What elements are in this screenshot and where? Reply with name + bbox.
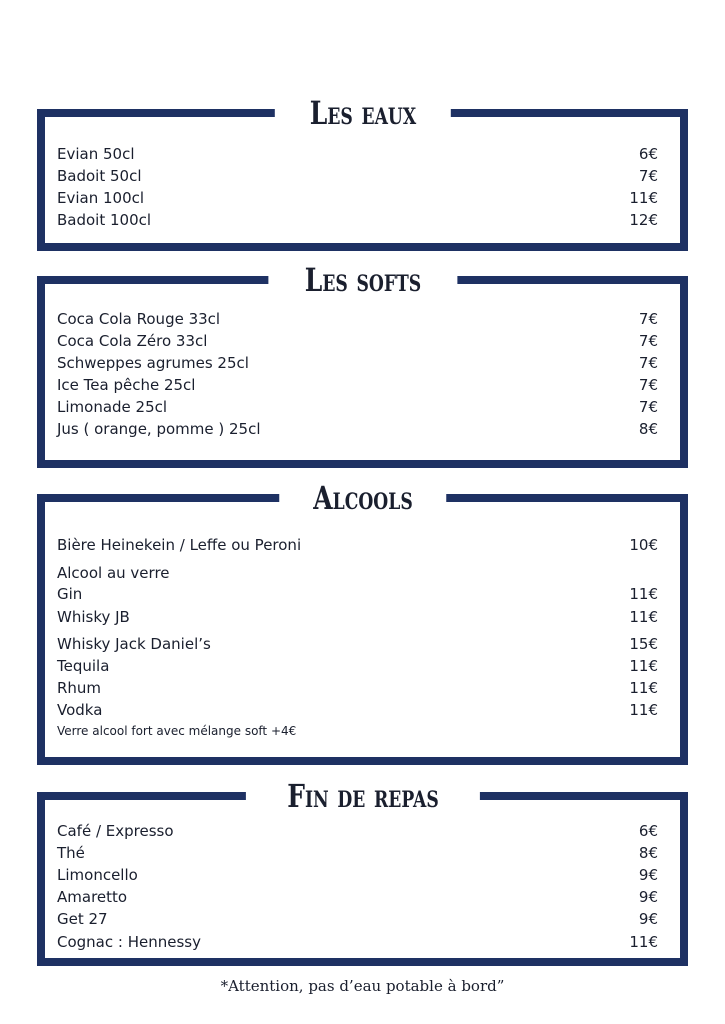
menu-item bbox=[57, 330, 658, 352]
item-price: 7€ bbox=[638, 354, 658, 372]
menu-item bbox=[57, 864, 658, 886]
menu-item bbox=[57, 633, 658, 655]
section-title: Les softs bbox=[268, 254, 457, 306]
item-price: 15€ bbox=[629, 635, 658, 653]
item-name: Cognac : Hennessy bbox=[57, 933, 201, 951]
menu-list bbox=[57, 502, 658, 757]
item-price: 7€ bbox=[638, 167, 658, 185]
item-name: Ice Tea pêche 25cl bbox=[57, 376, 196, 394]
item-name: Whisky JB bbox=[57, 608, 130, 626]
menu-item bbox=[57, 820, 658, 842]
menu-list bbox=[57, 284, 658, 460]
item-name: Thé bbox=[57, 844, 85, 862]
item-price: 12€ bbox=[629, 211, 658, 229]
item-name: Jus ( orange, pomme ) 25cl bbox=[57, 420, 261, 438]
section-les-eaux bbox=[37, 94, 688, 251]
section-title: Les eaux bbox=[274, 87, 450, 139]
menu-list bbox=[57, 800, 658, 958]
item-name: Schweppes agrumes 25cl bbox=[57, 354, 249, 372]
item-name: Badoit 50cl bbox=[57, 167, 142, 185]
menu-item bbox=[57, 842, 658, 864]
menu-item bbox=[57, 352, 658, 374]
section-title: Fin de repas bbox=[245, 770, 479, 822]
menu-item bbox=[57, 908, 658, 930]
item-name: Tequila bbox=[57, 657, 110, 675]
item-name: Vodka bbox=[57, 701, 103, 719]
item-name: Get 27 bbox=[57, 910, 108, 928]
menu-item bbox=[57, 655, 658, 677]
item-price: 8€ bbox=[638, 844, 658, 862]
item-name: Badoit 100cl bbox=[57, 211, 152, 229]
item-name: Limonade 25cl bbox=[57, 398, 168, 416]
item-name: Evian 50cl bbox=[57, 145, 135, 163]
item-name: Coca Cola Zéro 33cl bbox=[57, 332, 208, 350]
section-title: Alcools bbox=[279, 472, 447, 524]
item-price: 11€ bbox=[629, 701, 658, 719]
item-price: 7€ bbox=[638, 310, 658, 328]
menu-item bbox=[57, 699, 658, 721]
menu-item bbox=[57, 418, 658, 440]
item-price: 11€ bbox=[629, 933, 658, 951]
item-price: 9€ bbox=[638, 888, 658, 906]
item-price: 9€ bbox=[638, 910, 658, 928]
menu-item bbox=[57, 606, 658, 628]
section-fin-de-repas bbox=[37, 777, 688, 966]
item-price: 11€ bbox=[629, 189, 658, 207]
item-name: Rhum bbox=[57, 679, 102, 697]
item-name: Whisky Jack Daniel’s bbox=[57, 635, 211, 653]
item-price: 10€ bbox=[629, 536, 658, 554]
menu-item bbox=[57, 143, 658, 165]
item-price: 11€ bbox=[629, 657, 658, 675]
item-price: 11€ bbox=[629, 608, 658, 626]
item-price: 6€ bbox=[638, 145, 658, 163]
item-price: 9€ bbox=[638, 866, 658, 884]
item-name: Bière Heinekein / Leffe ou Peroni bbox=[57, 536, 302, 554]
item-price: 6€ bbox=[638, 822, 658, 840]
item-price: 8€ bbox=[638, 420, 658, 438]
menu-item bbox=[57, 886, 658, 908]
item-name: Coca Cola Rouge 33cl bbox=[57, 310, 221, 328]
item-name: Amaretto bbox=[57, 888, 128, 906]
item-name: Café / Expresso bbox=[57, 822, 174, 840]
item-price: 7€ bbox=[638, 398, 658, 416]
menu-item bbox=[57, 187, 658, 209]
item-price: 7€ bbox=[638, 376, 658, 394]
item-name: Evian 100cl bbox=[57, 189, 145, 207]
section-les-softs bbox=[37, 261, 688, 468]
item-name: Gin bbox=[57, 585, 83, 603]
item-price: 11€ bbox=[629, 679, 658, 697]
menu-item bbox=[57, 583, 658, 605]
menu-list bbox=[57, 117, 658, 243]
menu-item bbox=[57, 562, 658, 584]
menu-item bbox=[57, 374, 658, 396]
menu-item bbox=[57, 396, 658, 418]
item-price: 7€ bbox=[638, 332, 658, 350]
item-price: 11€ bbox=[629, 585, 658, 603]
menu-item bbox=[57, 931, 658, 953]
footer-note: *Attention, pas d’eau potable à bord” bbox=[220, 977, 505, 995]
section-alcools bbox=[37, 479, 688, 765]
menu-item bbox=[57, 209, 658, 231]
alcool-note: Verre alcool fort avec mélange soft +4€ bbox=[57, 724, 297, 738]
menu-item bbox=[57, 534, 658, 556]
item-name: Limoncello bbox=[57, 866, 138, 884]
menu-item bbox=[57, 308, 658, 330]
menu-item bbox=[57, 165, 658, 187]
menu-item bbox=[57, 677, 658, 699]
item-name: Alcool au verre bbox=[57, 564, 170, 582]
